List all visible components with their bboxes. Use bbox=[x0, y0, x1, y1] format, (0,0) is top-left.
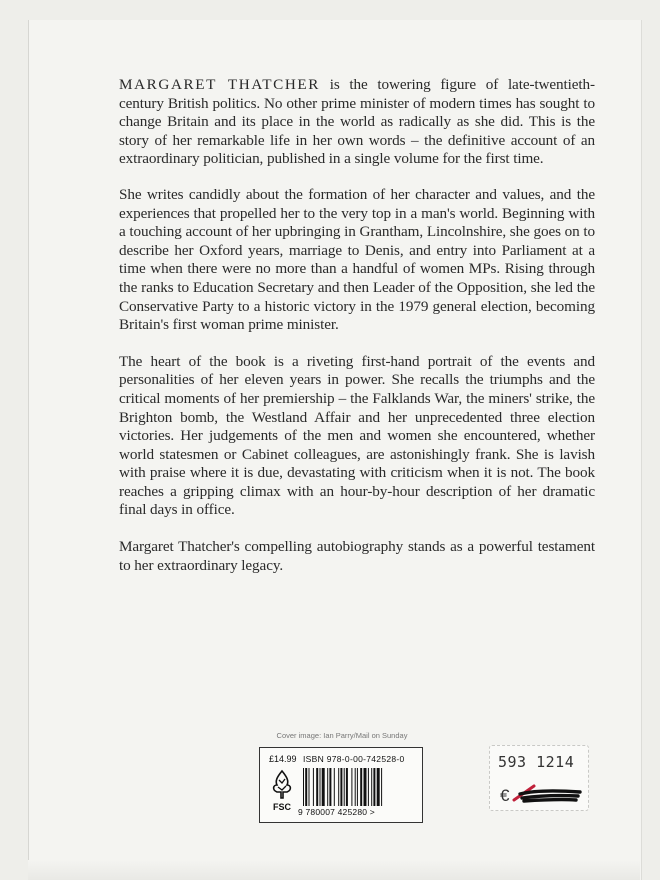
author-name: MARGARET THATCHER bbox=[119, 76, 321, 93]
isbn-label: ISBN 978-0-00-742528-0 bbox=[303, 754, 405, 764]
blurb-paragraph-4: Margaret Thatcher's compelling autobiography stands as a powerful testament to her extraordinary legacy. bbox=[119, 538, 595, 574]
cover-bottom-edge bbox=[28, 860, 640, 880]
sticker-scribble bbox=[512, 782, 584, 806]
blurb-paragraph-2: She writes candidly about the formation of her character and values, and the experiences that propelled her to the very top in a man's world. Beginning with a touching account of her upbringing in Grantham, Lincolnshire, she goes on to describe her Oxford years, marriage to Denis, and entry into Parliament at a time when there were no more than a handful of women MPs. Rising through the ranks to Education Secretary and then Leader of the Opposition, she led the Conservative Party to a historic victory in the 1979 general election, becoming Britain's first woman prime minister. bbox=[119, 185, 595, 334]
blurb-paragraph-1 bbox=[119, 76, 595, 169]
sticker-code: 593 1214 bbox=[498, 753, 575, 771]
barcode-bars bbox=[302, 768, 414, 806]
barcode-block bbox=[259, 747, 423, 823]
fsc-tree-icon bbox=[268, 768, 296, 802]
price-label: £14.99 bbox=[269, 754, 297, 764]
barcode-digits: 9 780007 425280 > bbox=[298, 807, 375, 817]
sticker-euro-sign: € bbox=[500, 786, 510, 805]
blurb-paragraph-1-text: is the towering figure of late-twentieth-century British politics. No other prime minister of modern times has sought to change Britain and its place in the world as radically as she did. This is the story of her remarkable life in her own words – the definitive account of an extraordinary politician, published in a single volume for the first time. bbox=[119, 76, 595, 168]
fsc-logo bbox=[268, 768, 296, 816]
price-sticker bbox=[489, 745, 589, 811]
blurb-paragraph-3: The heart of the book is a riveting first-hand portrait of the events and personalities of her eleven years in power. She recalls the triumphs and the critical moments of her premiership – the Falklands War, the miners' strike, the Brighton bomb, the Westland Affair and her unprecedented three election victories. Her judgements of the men and women she encountered, whether world statesmen or Cabinet colleagues, are astonishingly frank. She is lavish with praise where it is due, devastating with criticism when it is not. The book reaches a gripping climax with an hour-by-hour description of her dramatic final days in office. bbox=[119, 352, 595, 519]
cover-image-credit: Cover image: Ian Parry/Mail on Sunday bbox=[276, 731, 408, 740]
blurb-text bbox=[119, 76, 595, 593]
fsc-label: FSC bbox=[273, 802, 291, 812]
